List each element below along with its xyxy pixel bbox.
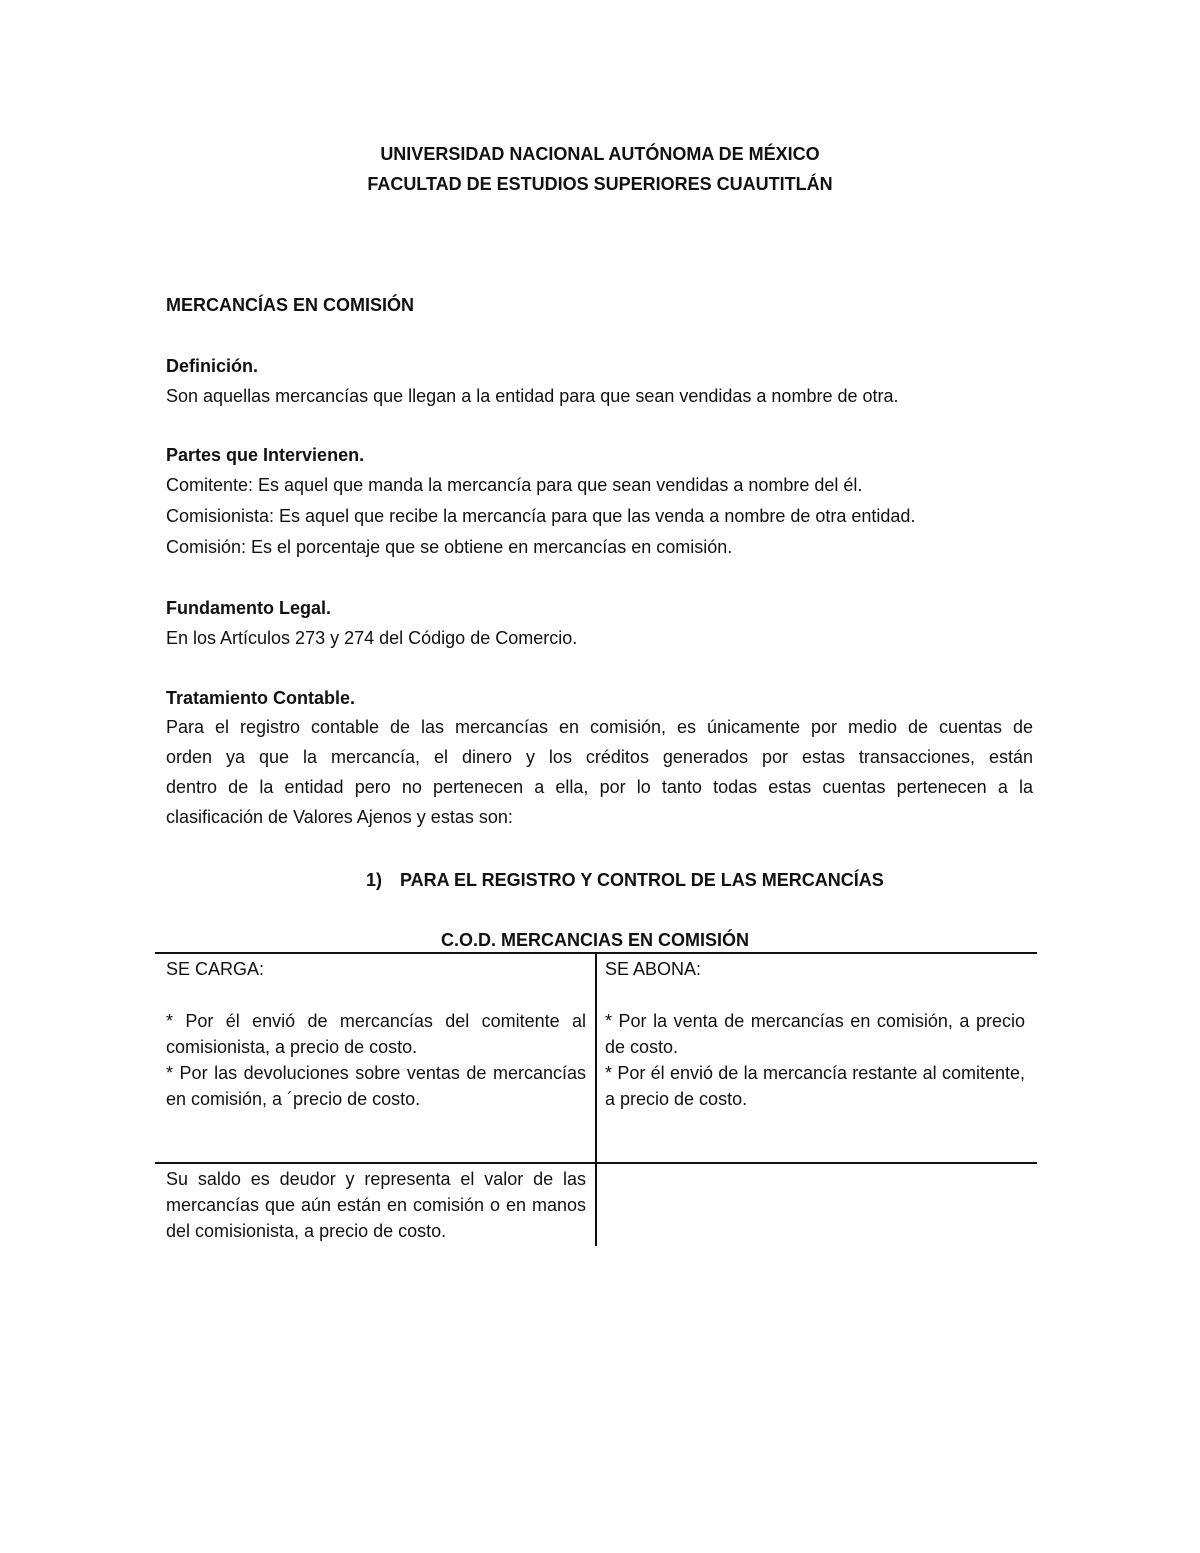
account-balance-rule [155,1162,1037,1164]
tratamiento-line: dentro de la entidad pero no pertenecen a ella, por lo tanto todas estas cuentas pertenecen a la [166,777,1033,797]
tratamiento-heading: Tratamiento Contable. [166,688,356,708]
account-title: C.O.D. MERCANCIAS EN COMISIÓN [440,930,749,950]
debit-item: * Por él envió de mercancías del comitente al comisionista, a precio de costo. [166,1011,586,1057]
fundamento-heading: Fundamento Legal. [166,598,332,618]
faculty-name: FACULTAD DE ESTUDIOS SUPERIORES CUAUTITLÁN [367,174,833,194]
account-center-rule [595,954,597,1246]
parte-comitente: Comitente: Es aquel que manda la mercancía para que sean vendidas a nombre del él. [166,475,863,495]
tratamiento-line: orden ya que la mercancía, el dinero y los créditos generados por estas transacciones, están [166,747,1033,767]
parte-comision: Comisión: Es el porcentaje que se obtiene en mercancías en comisión. [166,537,733,557]
section-number: 1) [366,870,383,890]
document-title: MERCANCÍAS EN COMISIÓN [166,295,415,315]
tratamiento-line: Para el registro contable de las mercancías en comisión, es únicamente por medio de cuentas de [166,717,1033,737]
definicion-text: Son aquellas mercancías que llegan a la entidad para que sean vendidas a nombre de otra. [166,386,899,406]
debit-column [166,956,586,1112]
definicion-heading: Definición. [166,356,259,376]
university-name: UNIVERSIDAD NACIONAL AUTÓNOMA DE MÉXICO [380,144,820,164]
tratamiento-line: clasificación de Valores Ajenos y estas son: [166,807,513,827]
fundamento-text: En los Artículos 273 y 274 del Código de Comercio. [166,628,578,648]
section-title: PARA EL REGISTRO Y CONTROL DE LAS MERCANCÍAS [400,870,884,890]
partes-heading: Partes que Intervienen. [166,445,365,465]
debit-item: * Por las devoluciones sobre ventas de mercancías en comisión, a ´precio de costo. [166,1063,586,1109]
credit-header: SE ABONA: [605,959,702,979]
tratamiento-paragraph [166,712,1033,832]
credit-item: * Por él envió de la mercancía restante al comitente, a precio de costo. [605,1063,1025,1109]
parte-comisionista: Comisionista: Es aquel que recibe la mercancía para que las venda a nombre de otra entidad. [166,506,916,526]
credit-column [605,956,1025,1112]
debit-header: SE CARGA: [166,959,265,979]
credit-item: * Por la venta de mercancías en comisión, a precio de costo. [605,1011,1025,1057]
balance-description [166,1166,586,1244]
balance-text: Su saldo es deudor y representa el valor de las mercancías que aún están en comisión o en manos del comisionista, a precio de costo. [166,1169,586,1241]
